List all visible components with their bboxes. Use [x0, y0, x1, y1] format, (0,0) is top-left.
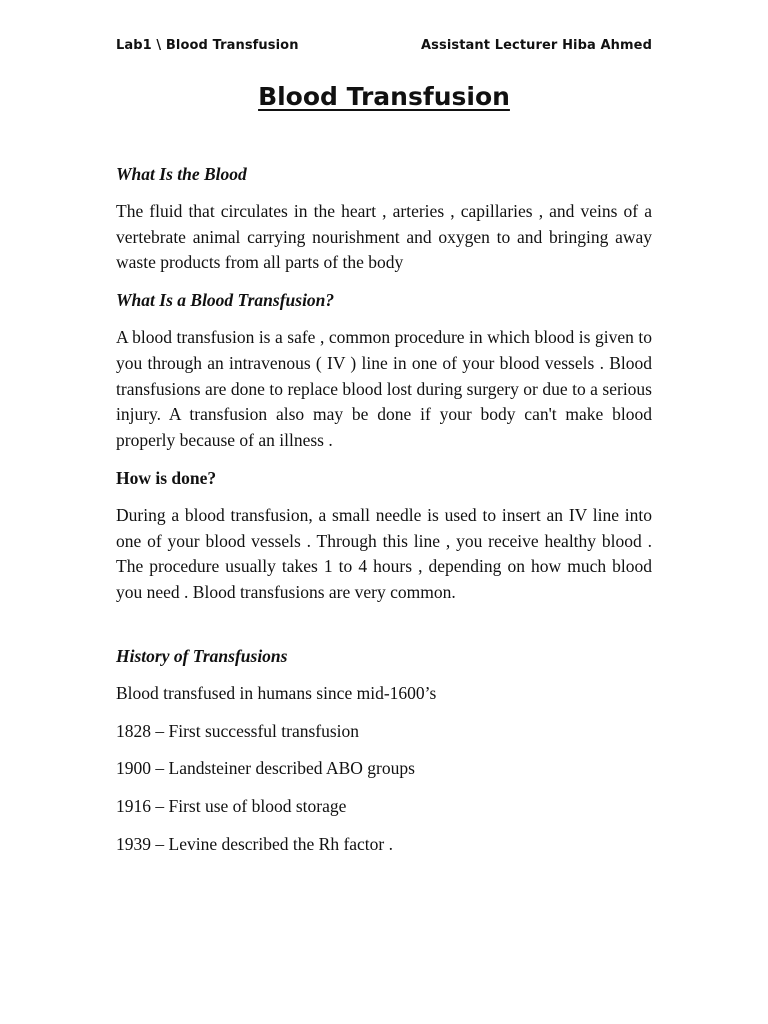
section-heading-transfusion: What Is a Blood Transfusion? [116, 290, 335, 311]
section-heading-how: How is done? [116, 467, 217, 488]
document-body [116, 162, 652, 870]
section-heading-history: History of Transfusions [116, 645, 288, 666]
history-item: 1939 – Levine described the Rh factor . [116, 833, 393, 854]
paragraph-transfusion: A blood transfusion is a safe , common procedure in which blood is given to you through an intravenous ( IV ) line in one of your blood vessels . Blood transfusions are done to replace blood lost during surgery or due to a serious injury. A transfusion also may be done if your body can't make blood properly because of an illness . [116, 326, 652, 451]
history-item: 1828 – First successful transfusion [116, 720, 360, 741]
page-header [116, 38, 652, 60]
history-item: Blood transfused in humans since mid-1600’s [116, 682, 437, 703]
history-item: 1900 – Landsteiner described ABO groups [116, 758, 415, 779]
section-spacer [116, 618, 652, 644]
section-heading-blood: What Is the Blood [116, 164, 247, 184]
page-title: Blood Transfusion [258, 82, 510, 111]
header-author: Assistant Lecturer Hiba Ahmed [421, 38, 652, 53]
paragraph-blood: The fluid that circulates in the heart , arteries , capillaries , and veins of a vertebrate animal carrying nourishment and oxygen to and bringing away waste products from all parts of the body [116, 200, 652, 273]
header-lab-title: Lab1 \ Blood Transfusion [116, 38, 299, 53]
paragraph-how: During a blood transfusion, a small needle is used to insert an IV line into one of your blood vessels . Through this line , you receive healthy blood . The procedure usually takes 1 to 4 hours , depending on how much blood you need . Blood transfusions are very common. [116, 504, 652, 603]
history-item: 1916 – First use of blood storage [116, 796, 347, 817]
